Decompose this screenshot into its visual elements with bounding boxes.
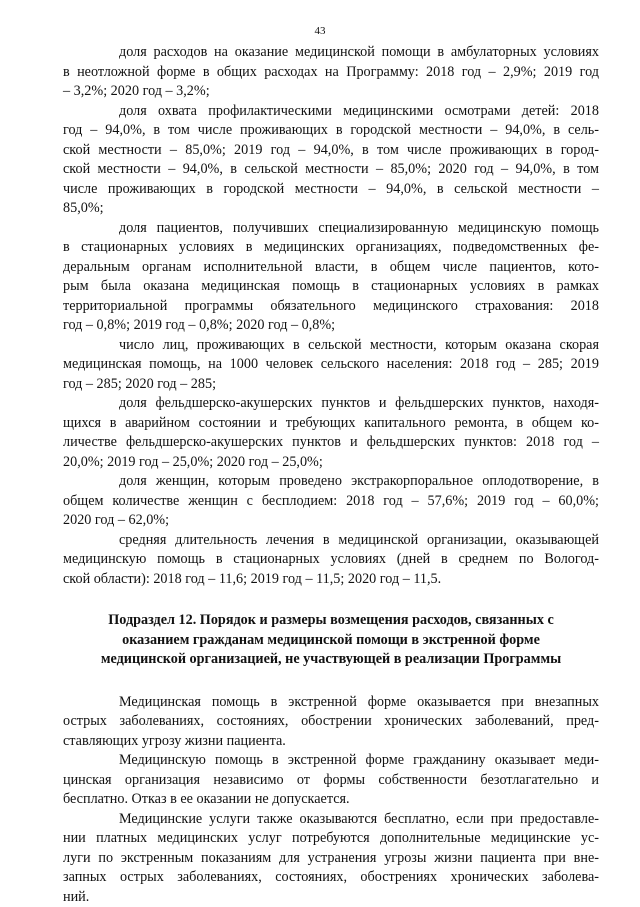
text-line: ской местности – 85,0%; 2019 год – 94,0%, в том числе проживающих в город- xyxy=(63,141,599,161)
text-line: медицинскую помощь в стационарных условиях (дней в среднем по Вологод- xyxy=(63,550,599,570)
text-line: число лиц, проживающих в сельской местности, которым оказана скорая xyxy=(63,336,599,356)
text-line: год – 0,8%; 2019 год – 0,8%; 2020 год – 0,8%; xyxy=(63,316,599,336)
text-line: ставляющих угрозу жизни пациента. xyxy=(63,732,599,752)
text-line: запных острых заболеваниях, состояниях, обострениях хронических заболева- xyxy=(63,868,599,888)
text-line: год – 285; 2020 год – 285; xyxy=(63,375,599,395)
text-line: цинская организация независимо от формы собственности безотлагательно и xyxy=(63,771,599,791)
text-line: доля пациентов, получивших специализированную медицинскую помощь xyxy=(63,219,599,239)
page-number: 43 xyxy=(0,25,640,37)
text-line: 85,0%; xyxy=(63,199,599,219)
list-item xyxy=(63,394,599,472)
subsection-heading xyxy=(63,611,599,670)
text-line: год – 94,0%, в том числе проживающих в городской местности – 94,0%, в сель- xyxy=(63,121,599,141)
text-line: Медицинскую помощь в экстренной форме гражданину оказывает меди- xyxy=(63,751,599,771)
subsection-body xyxy=(63,693,599,907)
list-item xyxy=(63,336,599,395)
text-line: нии платных медицинских услуг потребуются дополнительные медицинские ус- xyxy=(63,829,599,849)
paragraph xyxy=(63,751,599,810)
indicators-list xyxy=(63,43,599,589)
paragraph xyxy=(63,810,599,907)
text-line: бесплатно. Отказ в ее оказании не допускается. xyxy=(63,790,599,810)
text-line: – 3,2%; 2020 год – 3,2%; xyxy=(63,82,599,102)
text-line: деральным органам исполнительной власти, в общем числе пациентов, кото- xyxy=(63,258,599,278)
text-line: доля охвата профилактическими медицинскими осмотрами детей: 2018 xyxy=(63,102,599,122)
text-line: территориальной программы обязательного медицинского страхования: 2018 xyxy=(63,297,599,317)
heading-line: оказанием гражданам медицинской помощи в экстренной форме xyxy=(63,631,599,651)
text-line: медицинская помощь, на 1000 человек сельского населения: 2018 год – 285; 2019 xyxy=(63,355,599,375)
heading-line: Подраздел 12. Порядок и размеры возмещения расходов, связанных с xyxy=(63,611,599,631)
text-line: щихся в аварийном состоянии и требующих капитального ремонта, в общем ко- xyxy=(63,414,599,434)
page-body xyxy=(63,43,599,907)
list-item xyxy=(63,219,599,336)
text-line: острых заболеваниях, состояниях, обострении хронических заболеваний, пред- xyxy=(63,712,599,732)
text-line: доля расходов на оказание медицинской помощи в амбулаторных условиях xyxy=(63,43,599,63)
list-item xyxy=(63,472,599,531)
text-line: доля женщин, которым проведено экстракорпоральное оплодотворение, в xyxy=(63,472,599,492)
paragraph xyxy=(63,693,599,752)
text-line: рым была оказана медицинская помощь в стационарных условиях в рамках xyxy=(63,277,599,297)
text-line: 20,0%; 2019 год – 25,0%; 2020 год – 25,0%; xyxy=(63,453,599,473)
text-line: в неотложной форме в общих расходах на Программу: 2018 год – 2,9%; 2019 год xyxy=(63,63,599,83)
list-item xyxy=(63,531,599,590)
text-line: ской области): 2018 год – 11,6; 2019 год – 11,5; 2020 год – 11,5. xyxy=(63,570,599,590)
list-item xyxy=(63,102,599,219)
text-line: средняя длительность лечения в медицинской организации, оказывающей xyxy=(63,531,599,551)
text-line: ний. xyxy=(63,888,599,907)
text-line: луги по экстренным показаниям для устранения угрозы жизни пациента при вне- xyxy=(63,849,599,869)
text-line: 2020 год – 62,0%; xyxy=(63,511,599,531)
text-line: ской местности – 94,0%, в сельской местности – 85,0%; 2020 год – 94,0%, в том xyxy=(63,160,599,180)
text-line: общем количестве женщин с бесплодием: 2018 год – 57,6%; 2019 год – 60,0%; xyxy=(63,492,599,512)
text-line: доля фельдшерско-акушерских пунктов и фельдшерских пунктов, находя- xyxy=(63,394,599,414)
text-line: Медицинские услуги также оказываются бесплатно, если при предоставле- xyxy=(63,810,599,830)
text-line: личестве фельдшерско-акушерских пунктов и фельдшерских пунктов: 2018 год – xyxy=(63,433,599,453)
text-line: Медицинская помощь в экстренной форме оказывается при внезапных xyxy=(63,693,599,713)
heading-line: медицинской организацией, не участвующей в реализации Программы xyxy=(63,650,599,670)
text-line: в стационарных условиях в медицинских организациях, подведомственных фе- xyxy=(63,238,599,258)
text-line: числе проживающих в городской местности – 94,0%, в сельской местности – xyxy=(63,180,599,200)
list-item xyxy=(63,43,599,102)
